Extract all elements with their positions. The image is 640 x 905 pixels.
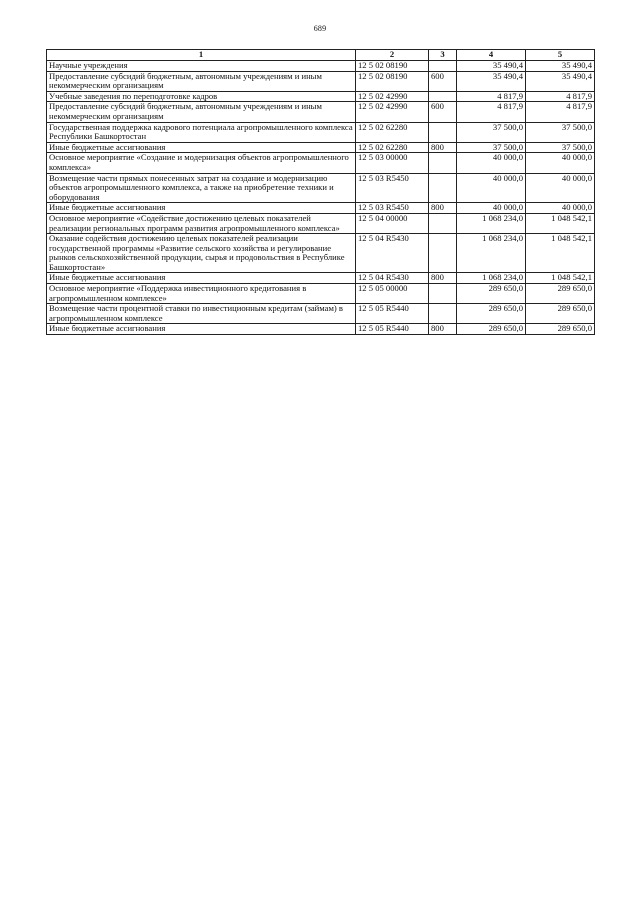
row-amount-year2: 37 500,0 xyxy=(526,142,595,153)
row-code: 12 5 05 R5440 xyxy=(356,324,429,335)
table-row xyxy=(47,153,595,173)
row-name: Государственная поддержка кадрового потенциала агропромышленного комплекса Республики Башкортостан xyxy=(47,122,356,142)
row-name: Оказание содействия достижению целевых показателей реализации государственной программы «Развитие сельского хозяйства и регулирование рынков сельскохозяйственной продукции, сырья и продовольствия в Республике Башкортостан» xyxy=(47,234,356,273)
row-code: 12 5 02 08190 xyxy=(356,61,429,72)
row-amount-year2: 1 048 542,1 xyxy=(526,213,595,233)
budget-table xyxy=(46,49,595,335)
row-name: Научные учреждения xyxy=(47,61,356,72)
table-row xyxy=(47,91,595,102)
row-amount-year1: 1 068 234,0 xyxy=(457,213,526,233)
table-row xyxy=(47,102,595,122)
row-amount-year1: 37 500,0 xyxy=(457,122,526,142)
row-name: Основное мероприятие «Поддержка инвестиционного кредитования в агропромышленном комплексе» xyxy=(47,284,356,304)
row-amount-year2: 4 817,9 xyxy=(526,91,595,102)
header-code: 2 xyxy=(356,50,429,61)
row-type xyxy=(429,91,457,102)
row-type: 800 xyxy=(429,203,457,214)
row-type xyxy=(429,284,457,304)
table-row xyxy=(47,284,595,304)
row-name: Иные бюджетные ассигнования xyxy=(47,273,356,284)
row-name: Основное мероприятие «Создание и модернизация объектов агропромышленного комплекса» xyxy=(47,153,356,173)
row-amount-year1: 1 068 234,0 xyxy=(457,234,526,273)
row-code: 12 5 03 R5450 xyxy=(356,173,429,203)
row-name: Предоставление субсидий бюджетным, автономным учреждениям и иным некоммерческим организациям xyxy=(47,71,356,91)
row-amount-year2: 35 490,4 xyxy=(526,61,595,72)
row-code: 12 5 04 R5430 xyxy=(356,234,429,273)
table-body xyxy=(47,61,595,335)
row-type xyxy=(429,153,457,173)
row-amount-year1: 4 817,9 xyxy=(457,102,526,122)
row-code: 12 5 04 00000 xyxy=(356,213,429,233)
row-amount-year2: 1 048 542,1 xyxy=(526,273,595,284)
row-amount-year2: 40 000,0 xyxy=(526,173,595,203)
row-code: 12 5 03 R5450 xyxy=(356,203,429,214)
row-code: 12 5 05 00000 xyxy=(356,284,429,304)
row-name: Возмещение части процентной ставки по инвестиционным кредитам (займам) в агропромышленном комплексе xyxy=(47,304,356,324)
row-name: Иные бюджетные ассигнования xyxy=(47,324,356,335)
header-year2: 5 xyxy=(526,50,595,61)
row-type xyxy=(429,234,457,273)
row-type xyxy=(429,304,457,324)
row-code: 12 5 02 42990 xyxy=(356,91,429,102)
page-number: 689 xyxy=(313,24,327,33)
row-type xyxy=(429,173,457,203)
row-code: 12 5 02 42990 xyxy=(356,102,429,122)
row-amount-year1: 4 817,9 xyxy=(457,91,526,102)
table-row xyxy=(47,122,595,142)
row-name: Иные бюджетные ассигнования xyxy=(47,142,356,153)
row-amount-year2: 35 490,4 xyxy=(526,71,595,91)
row-amount-year1: 37 500,0 xyxy=(457,142,526,153)
row-amount-year1: 289 650,0 xyxy=(457,324,526,335)
table-row xyxy=(47,173,595,203)
row-amount-year1: 40 000,0 xyxy=(457,203,526,214)
row-amount-year2: 40 000,0 xyxy=(526,203,595,214)
table-row xyxy=(47,304,595,324)
row-amount-year1: 289 650,0 xyxy=(457,284,526,304)
table-row xyxy=(47,324,595,335)
row-name: Возмещение части прямых понесенных затрат на создание и модернизацию объектов агропромышленного комплекса, а также на приобретение техники и оборудования xyxy=(47,173,356,203)
row-code: 12 5 02 62280 xyxy=(356,122,429,142)
table-header-row xyxy=(47,50,595,61)
row-code: 12 5 02 08190 xyxy=(356,71,429,91)
row-amount-year1: 35 490,4 xyxy=(457,61,526,72)
row-amount-year2: 289 650,0 xyxy=(526,324,595,335)
row-type: 600 xyxy=(429,71,457,91)
table-row xyxy=(47,203,595,214)
row-amount-year1: 35 490,4 xyxy=(457,71,526,91)
row-amount-year2: 1 048 542,1 xyxy=(526,234,595,273)
row-amount-year2: 289 650,0 xyxy=(526,304,595,324)
row-code: 12 5 05 R5440 xyxy=(356,304,429,324)
table-row xyxy=(47,61,595,72)
row-code: 12 5 02 62280 xyxy=(356,142,429,153)
row-code: 12 5 03 00000 xyxy=(356,153,429,173)
table-row xyxy=(47,234,595,273)
row-amount-year2: 289 650,0 xyxy=(526,284,595,304)
row-type: 800 xyxy=(429,142,457,153)
table-row xyxy=(47,273,595,284)
row-name: Предоставление субсидий бюджетным, автономным учреждениям и иным некоммерческим организациям xyxy=(47,102,356,122)
table-row xyxy=(47,213,595,233)
row-type xyxy=(429,61,457,72)
header-type: 3 xyxy=(429,50,457,61)
row-amount-year1: 40 000,0 xyxy=(457,173,526,203)
row-amount-year2: 4 817,9 xyxy=(526,102,595,122)
row-type xyxy=(429,122,457,142)
row-type xyxy=(429,213,457,233)
row-amount-year2: 40 000,0 xyxy=(526,153,595,173)
row-type: 600 xyxy=(429,102,457,122)
row-amount-year1: 40 000,0 xyxy=(457,153,526,173)
row-name: Учебные заведения по переподготовке кадров xyxy=(47,91,356,102)
row-type: 800 xyxy=(429,273,457,284)
row-amount-year1: 1 068 234,0 xyxy=(457,273,526,284)
row-name: Основное мероприятие «Содействие достижению целевых показателей реализации региональных программ развития агропромышленного комплекса» xyxy=(47,213,356,233)
row-amount-year1: 289 650,0 xyxy=(457,304,526,324)
row-code: 12 5 04 R5430 xyxy=(356,273,429,284)
table-row xyxy=(47,71,595,91)
row-name: Иные бюджетные ассигнования xyxy=(47,203,356,214)
header-name: 1 xyxy=(47,50,356,61)
table-row xyxy=(47,142,595,153)
row-type: 800 xyxy=(429,324,457,335)
header-year1: 4 xyxy=(457,50,526,61)
row-amount-year2: 37 500,0 xyxy=(526,122,595,142)
